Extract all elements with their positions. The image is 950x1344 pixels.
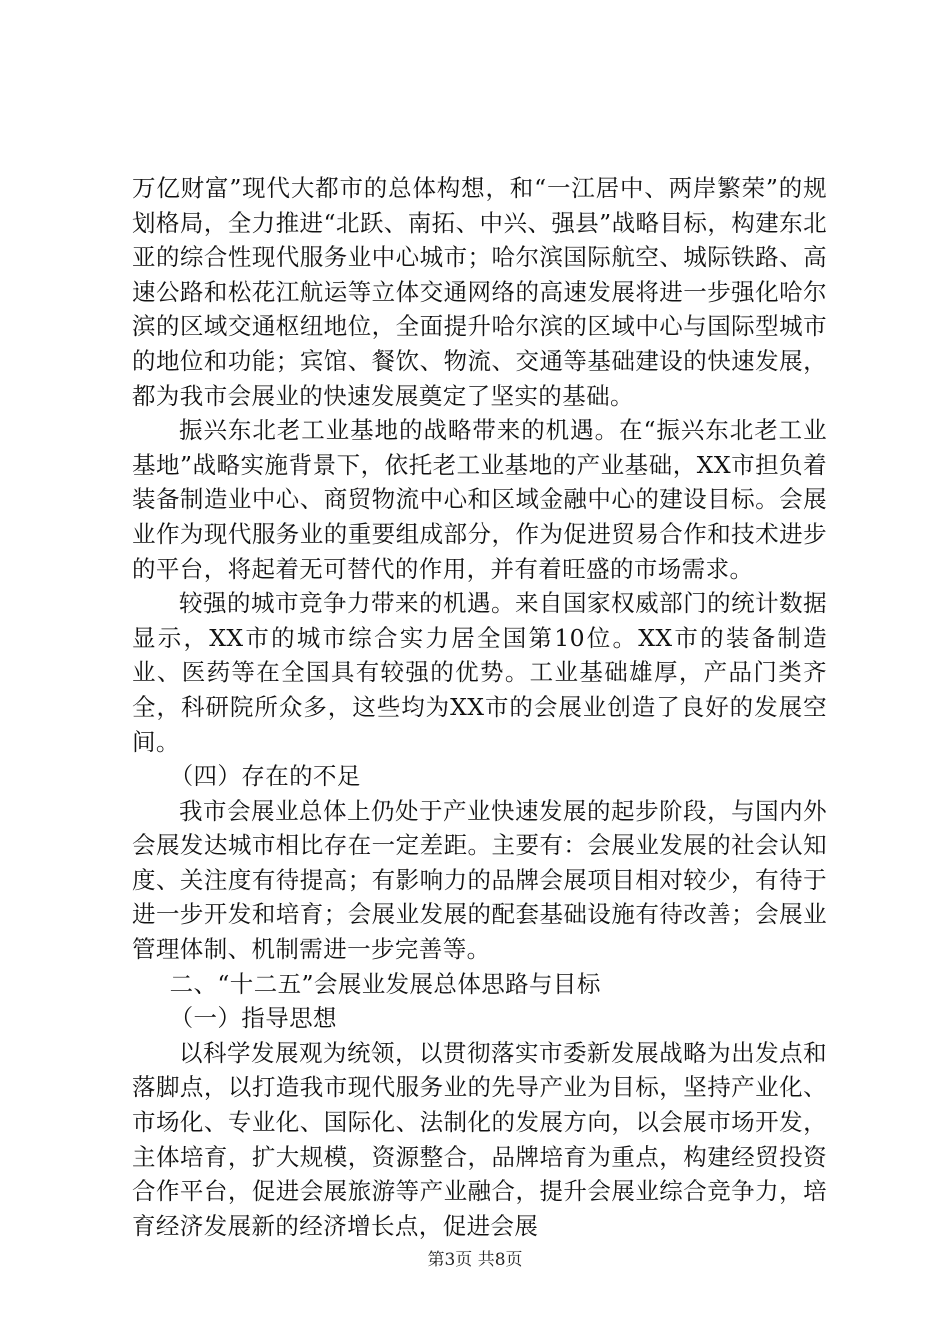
document-body <box>132 171 827 1243</box>
section-heading-guiding-ideology: （一）指导思想 <box>169 1004 337 1033</box>
section-heading-overall-approach: 二、“十二五”会展业发展总体思路与目标 <box>169 969 601 998</box>
section-heading-shortcomings: （四）存在的不足 <box>169 762 361 791</box>
page-footer: 第3页 共8页 <box>427 1250 523 1270</box>
paragraph-city-competitiveness: 较强的城市竞争力带来的机遇。来自国家权威部门的统计数据显示，XX市的城市综合实力居全国第10位。XX市的装备制造业、医药等在全国具有较强的优势。工业基础雄厚，产品门类齐全，科研院所众多，这些均为XX市的会展业创造了良好的发展空间。 <box>132 589 827 756</box>
paragraph-guiding-ideology: 以科学发展观为统领，以贯彻落实市委新发展战略为出发点和落脚点，以打造我市现代服务业的先导产业为目标，坚持产业化、市场化、专业化、国际化、法制化的发展方向，以会展市场开发，主体培育，扩大规模，资源整合，品牌培育为重点，构建经贸投资合作平台，促进会展旅游等产业融合，提升会展业综合竞争力，培育经济发展新的经济增长点，促进会展 <box>132 1038 827 1240</box>
paragraph-shortcomings: 我市会展业总体上仍处于产业快速发展的起步阶段，与国内外会展发达城市相比存在一定差距。主要有：会展业发展的社会认知度、关注度有待提高；有影响力的品牌会展项目相对较少，有待于进一步开发和培育；会展业发展的配套基础设施有待改善；会展业管理体制、机制需进一步完善等。 <box>132 796 827 964</box>
paragraph-revitalize-northeast: 振兴东北老工业基地的战略带来的机遇。在“振兴东北老工业基地”战略实施背景下，依托老工业基地的产业基础，XX市担负着装备制造业中心、商贸物流中心和区域金融中心的建设目标。会展业作为现代服务业的重要组成部分，作为促进贸易合作和技术进步的平台，将起着无可替代的作用，并有着旺盛的市场需求。 <box>132 416 827 583</box>
paragraph-continuation: 万亿财富”现代大都市的总体构想，和“一江居中、两岸繁荣”的规划格局，全力推进“北跃、南拓、中兴、强县”战略目标，构建东北亚的综合性现代服务业中心城市；哈尔滨国际航空、城际铁路、高速公路和松花江航运等立体交通网络的高速发展将进一步强化哈尔滨的区域交通枢纽地位，全面提升哈尔滨的区域中心与国际型城市的地位和功能；宾馆、餐饮、物流、交通等基础建设的快速发展，都为我市会展业的快速发展奠定了坚实的基础。 <box>132 174 827 410</box>
